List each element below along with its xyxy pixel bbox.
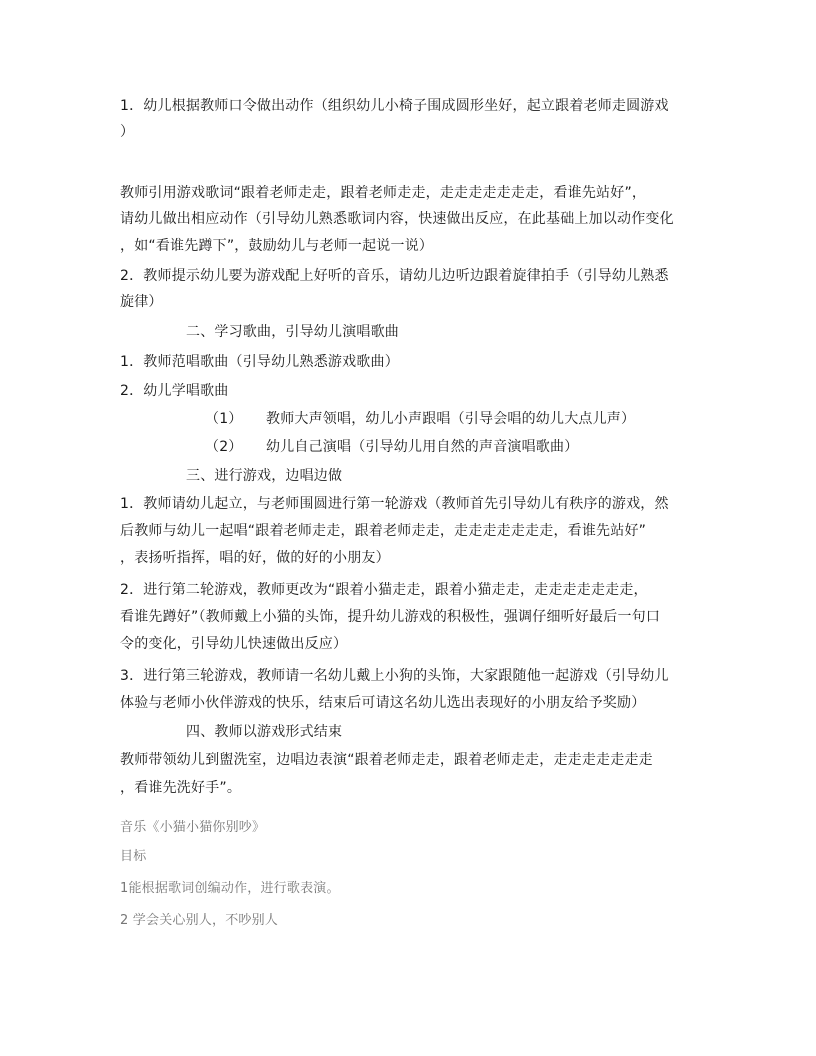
section3-item2-line3: 令的变化，引导幼儿快速做出反应） — [120, 636, 348, 652]
section1-item2-line1: 2．教师提示幼儿要为游戏配上好听的音乐，请幼儿边听边跟着旋律拍手（引导幼儿熟悉 — [120, 268, 669, 284]
next-lesson-goal-label: 目标 — [120, 849, 147, 864]
section3-item3-line2: 体验与老师小伙伴游戏的快乐，结束后可请这名幼儿选出表现好的小朋友给予奖励） — [120, 695, 646, 711]
section2-sub2-number: （2） — [205, 439, 243, 455]
section4-para-line1: 教师带领幼儿到盥洗室，边唱边表演“跟着老师走走，跟着老师走走，走走走走走走走 — [120, 752, 653, 768]
section2-heading: 二、学习歌曲，引导幼儿演唱歌曲 — [186, 324, 399, 340]
section1-item2-line2: 旋律） — [120, 294, 163, 310]
section2-item1: 1．教师范唱歌曲（引导幼儿熟悉游戏歌曲） — [120, 354, 399, 370]
section3-item2-line1: 2．进行第二轮游戏，教师更改为“跟着小猫走走，跟着小猫走走，走走走走走走走， — [120, 582, 648, 598]
section1-para1-line3: ，如“看谁先蹲下”，鼓励幼儿与老师一起说一说） — [120, 238, 434, 254]
section4-para-line2: ，看谁先洗好手”。 — [120, 780, 242, 796]
section3-item2-line2: 看谁先蹲好”（教师戴上小猫的头饰，提升幼儿游戏的积极性，强调仔细听好最后一句口 — [120, 609, 661, 625]
section2-sub1-number: （1） — [205, 411, 243, 427]
section3-heading: 三、进行游戏，边唱边做 — [186, 468, 343, 484]
next-lesson-goal-2: 2 学会关心别人，不吵别人 — [120, 913, 279, 928]
section2-sub2-text: 幼儿自己演唱（引导幼儿用自然的声音演唱歌曲） — [266, 439, 579, 455]
section1-item1-line2: ） — [120, 124, 135, 140]
section1-para1-line1: 教师引用游戏歌词“跟着老师走走，跟着老师走走，走走走走走走走，看谁先站好”， — [120, 185, 647, 201]
section3-item1-line2: 后教师与幼儿一起唱“跟着老师走走，跟着老师走走，走走走走走走走，看谁先站好” — [120, 523, 647, 539]
section1-para1-line2: 请幼儿做出相应动作（引导幼儿熟悉歌词内容，快速做出反应，在此基础上加以动作变化 — [120, 211, 674, 227]
section3-item1-line1: 1．教师请幼儿起立，与老师围圆进行第一轮游戏（教师首先引导幼儿有秩序的游戏，然 — [120, 496, 669, 512]
section4-heading: 四、教师以游戏形式结束 — [186, 724, 343, 740]
section3-item1-line3: ，表扬听指挥，唱的好，做的好的小朋友） — [120, 550, 390, 566]
next-lesson-goal-1: 1能根据歌词创编动作，进行歌表演。 — [120, 881, 340, 896]
next-lesson-title: 音乐《小猫小猫你别吵》 — [120, 820, 266, 835]
section3-item3-line1: 3．进行第三轮游戏，教师请一名幼儿戴上小狗的头饰，大家跟随他一起游戏（引导幼儿 — [120, 668, 669, 684]
section2-item2: 2．幼儿学唱歌曲 — [120, 383, 229, 399]
section2-sub1-text: 教师大声领唱，幼儿小声跟唱（引导会唱的幼儿大点儿声） — [266, 411, 636, 427]
section1-item1-line1: 1．幼儿根据教师口令做出动作（组织幼儿小椅子围成圆形坐好，起立跟着老师走圆游戏 — [120, 98, 669, 114]
